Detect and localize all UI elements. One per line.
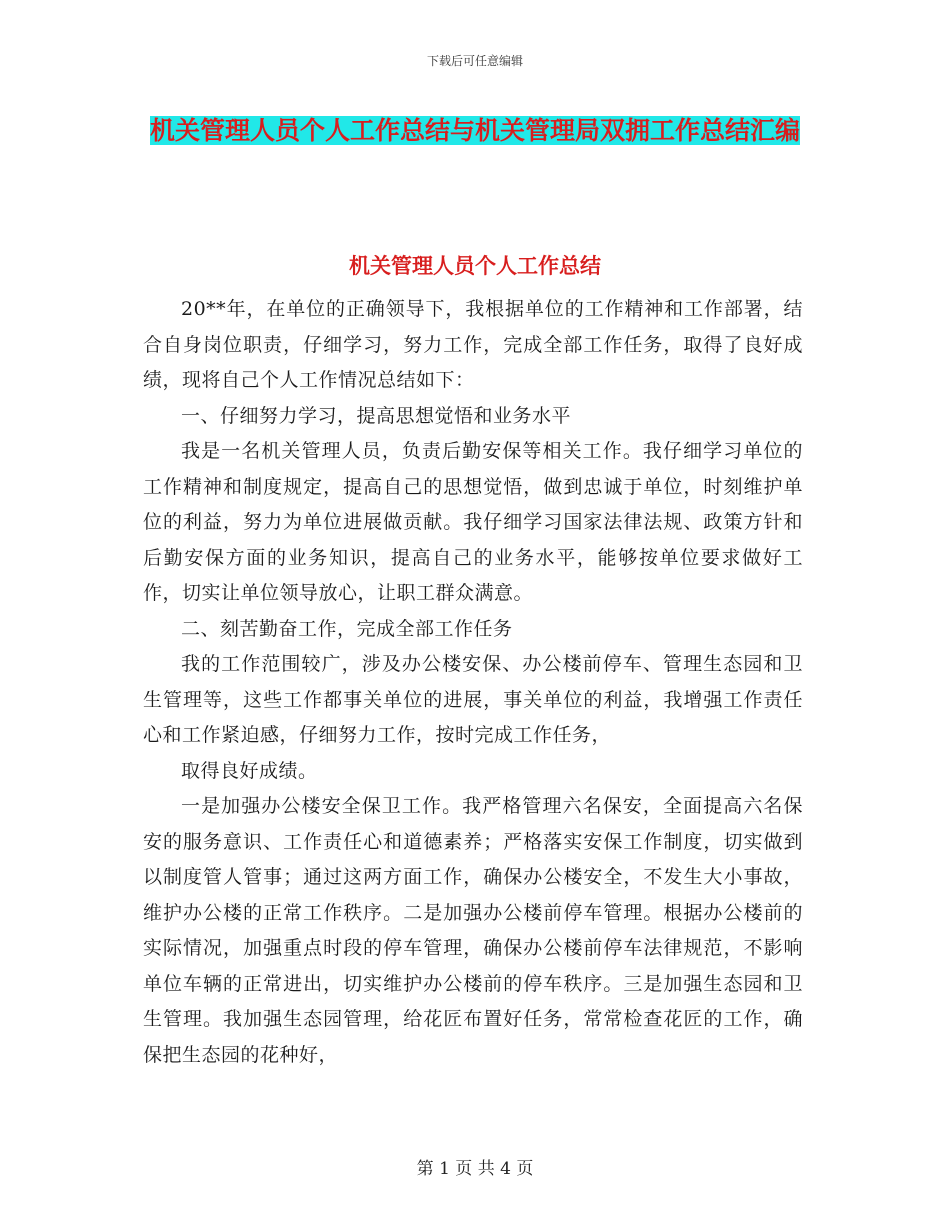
paragraph-result: 取得良好成绩。 (181, 759, 318, 782)
main-title (140, 108, 810, 154)
heading-study: 一、仔细努力学习，提高思想觉悟和业务水平 (181, 404, 572, 427)
page-number: 第 1 页 共 4 页 (416, 1159, 534, 1179)
heading-work: 二、刻苦勤奋工作，完成全部工作任务 (181, 617, 513, 640)
section-title: 机关管理人员个人工作总结 (349, 254, 601, 278)
document-body (143, 292, 803, 1073)
page-header-note: 下载后可任意编辑 (426, 54, 523, 68)
paragraph-intro: 20**年，在单位的正确领导下，我根据单位的工作精神和工作部署，结合自身岗位职责，仔细学习，努力工作，完成全部工作任务，取得了良好成绩，现将自己个人工作情况总结如下： (143, 298, 803, 391)
paragraph-details: 一是加强办公楼安全保卫工作。我严格管理六名保安，全面提高六名保安的服务意识、工作责任心和道德素养；严格落实安保工作制度，切实做到以制度管人管事；通过这两方面工作，确保办公楼安全，不发生大小事故，维护办公楼的正常工作秩序。二是加强办公楼前停车管理。根据办公楼前的实际情况，加强重点时段的停车管理，确保办公楼前停车法律规范，不影响单位车辆的正常进出，切实维护办公楼前的停车秩序。三是加强生态园和卫生管理。我加强生态园管理，给花匠布置好任务，常常检查花匠的工作，确保把生态园的花种好， (143, 795, 803, 1066)
paragraph-work-scope: 我的工作范围较广，涉及办公楼安保、办公楼前停车、管理生态园和卫生管理等，这些工作都事关单位的进展，事关单位的利益，我增强工作责任心和工作紧迫感，仔细努力工作，按时完成工作任务， (143, 653, 803, 746)
paragraph-study: 我是一名机关管理人员，负责后勤安保等相关工作。我仔细学习单位的工作精神和制度规定，提高自己的思想觉悟，做到忠诚于单位，时刻维护单位的利益，努力为单位进展做贡献。我仔细学习国家法律法规、政策方针和后勤安保方面的业务知识，提高自己的业务水平，能够按单位要求做好工作，切实让单位领导放心，让职工群众满意。 (143, 440, 803, 604)
main-title-text: 机关管理人员个人工作总结与机关管理局双拥工作总结汇编 (149, 116, 800, 145)
